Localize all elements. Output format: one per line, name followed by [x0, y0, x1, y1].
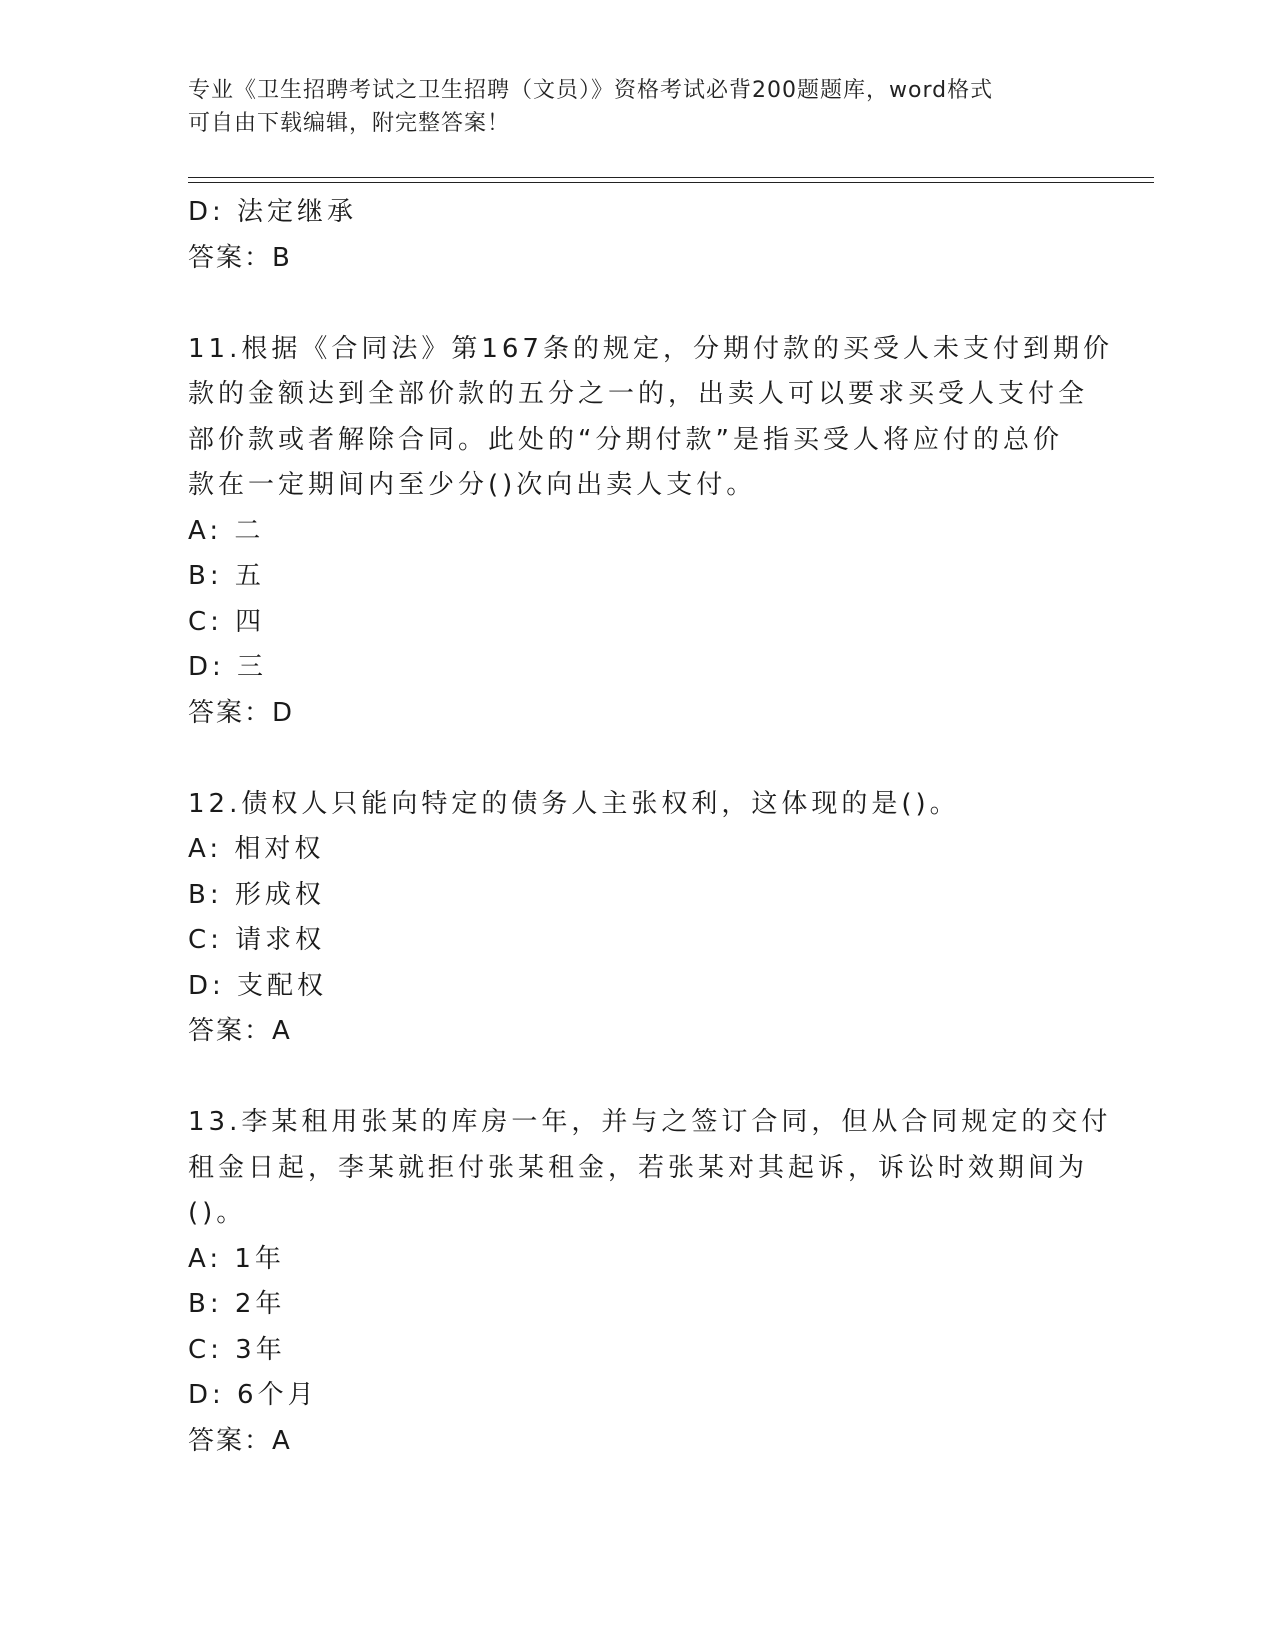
question-text-line: 11.根据《合同法》第167条的规定，分期付款的买受人未支付到期价 — [188, 333, 1113, 364]
spacer — [188, 281, 1088, 327]
option-d: D: 三 — [188, 652, 268, 682]
option-b: B: 形成权 — [188, 879, 325, 910]
spacer — [188, 1055, 1088, 1101]
answer-line: 答案：A — [188, 1016, 292, 1046]
question-13 — [188, 1100, 1112, 1464]
question-text-line: 13.李某租用张某的库房一年，并与之签订合同，但从合同规定的交付 — [188, 1107, 1112, 1137]
option-d: D: 支配权 — [188, 970, 328, 1001]
question-11 — [188, 327, 1113, 737]
option-a: A: 相对权 — [188, 834, 325, 864]
answer-line: 答案：B — [188, 242, 292, 273]
question-text-line: 租金日起，李某就拒付张某租金，若张某对其起诉，诉讼时效期间为 — [188, 1152, 1089, 1183]
previous-question-tail — [188, 190, 1088, 281]
header-divider-top — [188, 177, 1154, 178]
question-text-line: 款的金额达到全部价款的五分之一的，出卖人可以要求买受人支付全 — [188, 379, 1089, 409]
option-c: C: 3年 — [188, 1334, 286, 1365]
option-b: B: 2年 — [188, 1289, 286, 1319]
option-c: C: 四 — [188, 606, 266, 637]
option-d: D: 法定继承 — [188, 197, 358, 227]
document-header — [188, 74, 1088, 140]
header-title-line-1: 专业《卫生招聘考试之卫生招聘（文员）》资格考试必背200题题库，word格式 — [188, 78, 994, 103]
question-list — [188, 190, 1113, 1464]
answer-line: 答案：A — [188, 1425, 292, 1456]
question-text-line: 款在一定期间内至少分()次向出卖人支付。 — [188, 470, 757, 500]
question-text-line: ()。 — [188, 1198, 247, 1228]
question-12 — [188, 782, 1088, 1055]
option-b: B: 五 — [188, 561, 265, 591]
question-text-line: 12.债权人只能向特定的债务人主张权利，这体现的是()。 — [188, 788, 960, 819]
option-a: A: 1年 — [188, 1243, 285, 1274]
question-text-line: 部价款或者解除合同。此处的“分期付款”是指买受人将应付的总价 — [188, 424, 1063, 455]
spacer — [188, 736, 1088, 782]
header-title-line-2: 可自由下载编辑，附完整答案！ — [188, 111, 511, 136]
option-d: D: 6个月 — [188, 1380, 318, 1410]
option-a: A: 二 — [188, 515, 265, 546]
option-c: C: 请求权 — [188, 925, 326, 955]
answer-line: 答案：D — [188, 697, 295, 728]
header-divider-bottom — [188, 182, 1154, 183]
